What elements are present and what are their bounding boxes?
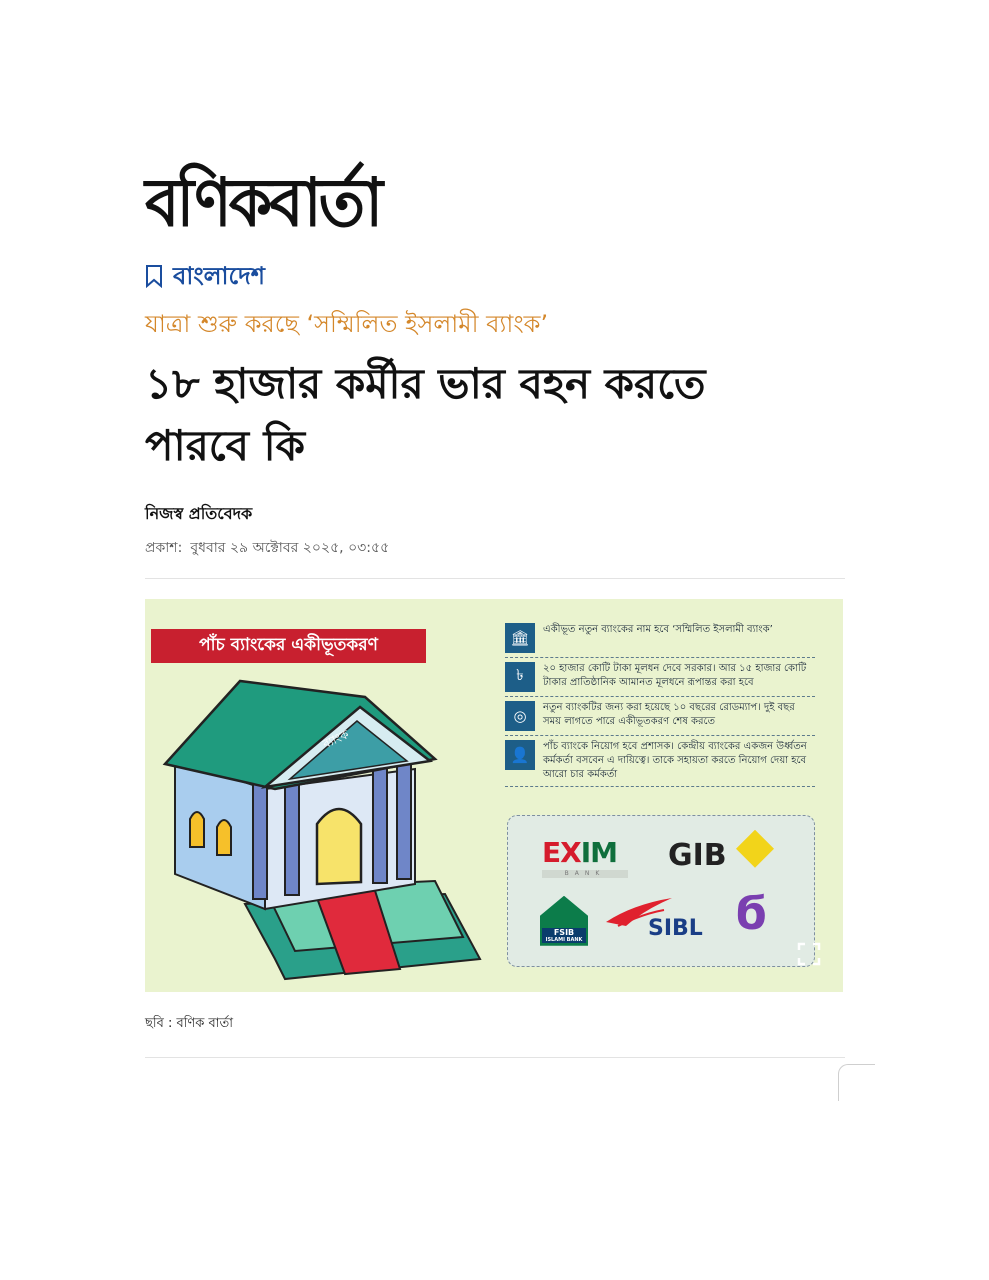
- site-logo[interactable]: [145, 150, 845, 242]
- exim-logo-ex: EX: [542, 835, 581, 869]
- published-info: [145, 536, 845, 560]
- sibl-logo: SIBL: [648, 915, 703, 941]
- expand-icon[interactable]: [797, 942, 821, 966]
- article-image[interactable]: [145, 599, 843, 992]
- exim-bank-sub: BANK: [542, 870, 628, 878]
- article-container: [145, 150, 845, 1058]
- category-link[interactable]: [145, 264, 845, 288]
- bookmark-icon[interactable]: [145, 264, 163, 288]
- byline: নিজস্ব প্রতিবেদক: [145, 503, 253, 523]
- published-label: প্রকাশ:: [145, 539, 183, 556]
- article-headline: [145, 353, 845, 477]
- union-bank-logo: ϭ: [734, 885, 767, 940]
- bank-icon: 🏛: [505, 623, 535, 653]
- infographic-banner: পাঁচ ব্যাংকের একীভূতকরণ: [151, 629, 426, 663]
- divider: [145, 1057, 845, 1058]
- fact-item: [505, 697, 815, 736]
- building-sign: ব্যাংক: [320, 726, 352, 752]
- article-subtitle: যাত্রা শুরু করছে ‘সম্মিলিত ইসলামী ব্যাংক’: [145, 310, 549, 338]
- fact-text: নতুন ব্যাংকটির জন্য করা হয়েছে ১০ বছরের রোডম্যাপ। দুই বছর সময় লাগতে পারে একীভূতকরণ শেষ করতে: [543, 701, 795, 727]
- gib-logo: GIB: [668, 837, 727, 873]
- gib-mark-icon: [736, 830, 774, 868]
- target-icon: ◎: [505, 701, 535, 731]
- facts-list: [505, 619, 815, 787]
- fact-item: [505, 736, 815, 787]
- headline-line-1: ১৮ হাজার কর্মীর ভার বহন করতে: [145, 358, 706, 408]
- money-bags-icon: ৳: [505, 662, 535, 692]
- fact-text: পাঁচ ব্যাংকে নিয়োগ হবে প্রশাসক। কেন্দ্রীয় ব্যাংকের একজন উর্ধ্বতন কর্মকর্তা বসবেন এ দায়িত্বে। তাকে সহায়তা করতে নিয়োগ দেয়া হবে আরো চার কর্মকর্তা: [543, 740, 807, 780]
- category-label[interactable]: বাংলাদেশ: [173, 262, 265, 290]
- administrator-icon: 👤: [505, 740, 535, 770]
- exim-logo-im: IM: [580, 835, 617, 869]
- fact-text: একীভূত নতুন ব্যাংকের নাম হবে ‘সম্মিলিত ইসলামী ব্যাংক’: [543, 623, 773, 635]
- scroll-to-top-widget[interactable]: [838, 1064, 875, 1101]
- fact-text: ২০ হাজার কোটি টাকা মূলধন দেবে সরকার। আর ১৫ হাজার কোটি টাকার প্রাতিষ্ঠানিক আমানত মূলধনে রূপান্তর করা হবে: [543, 662, 807, 688]
- image-caption: ছবি : বণিক বার্তা: [145, 1015, 234, 1031]
- published-date: বুধবার ২৯ অক্টোবর ২০২৫, ০৩:৫৫: [190, 539, 390, 556]
- fsib-logo-text: FSIB ISLAMI BANK: [542, 928, 586, 943]
- exim-bank-logo: [542, 836, 617, 869]
- site-logo-text: বণিকবার্তা: [145, 163, 381, 242]
- divider: [145, 578, 845, 579]
- fact-item: [505, 658, 815, 697]
- fact-item: [505, 619, 815, 658]
- bank-building-illustration: [145, 669, 490, 989]
- bank-logos-panel: [507, 815, 815, 967]
- headline-line-2: পারবে কি: [145, 420, 306, 470]
